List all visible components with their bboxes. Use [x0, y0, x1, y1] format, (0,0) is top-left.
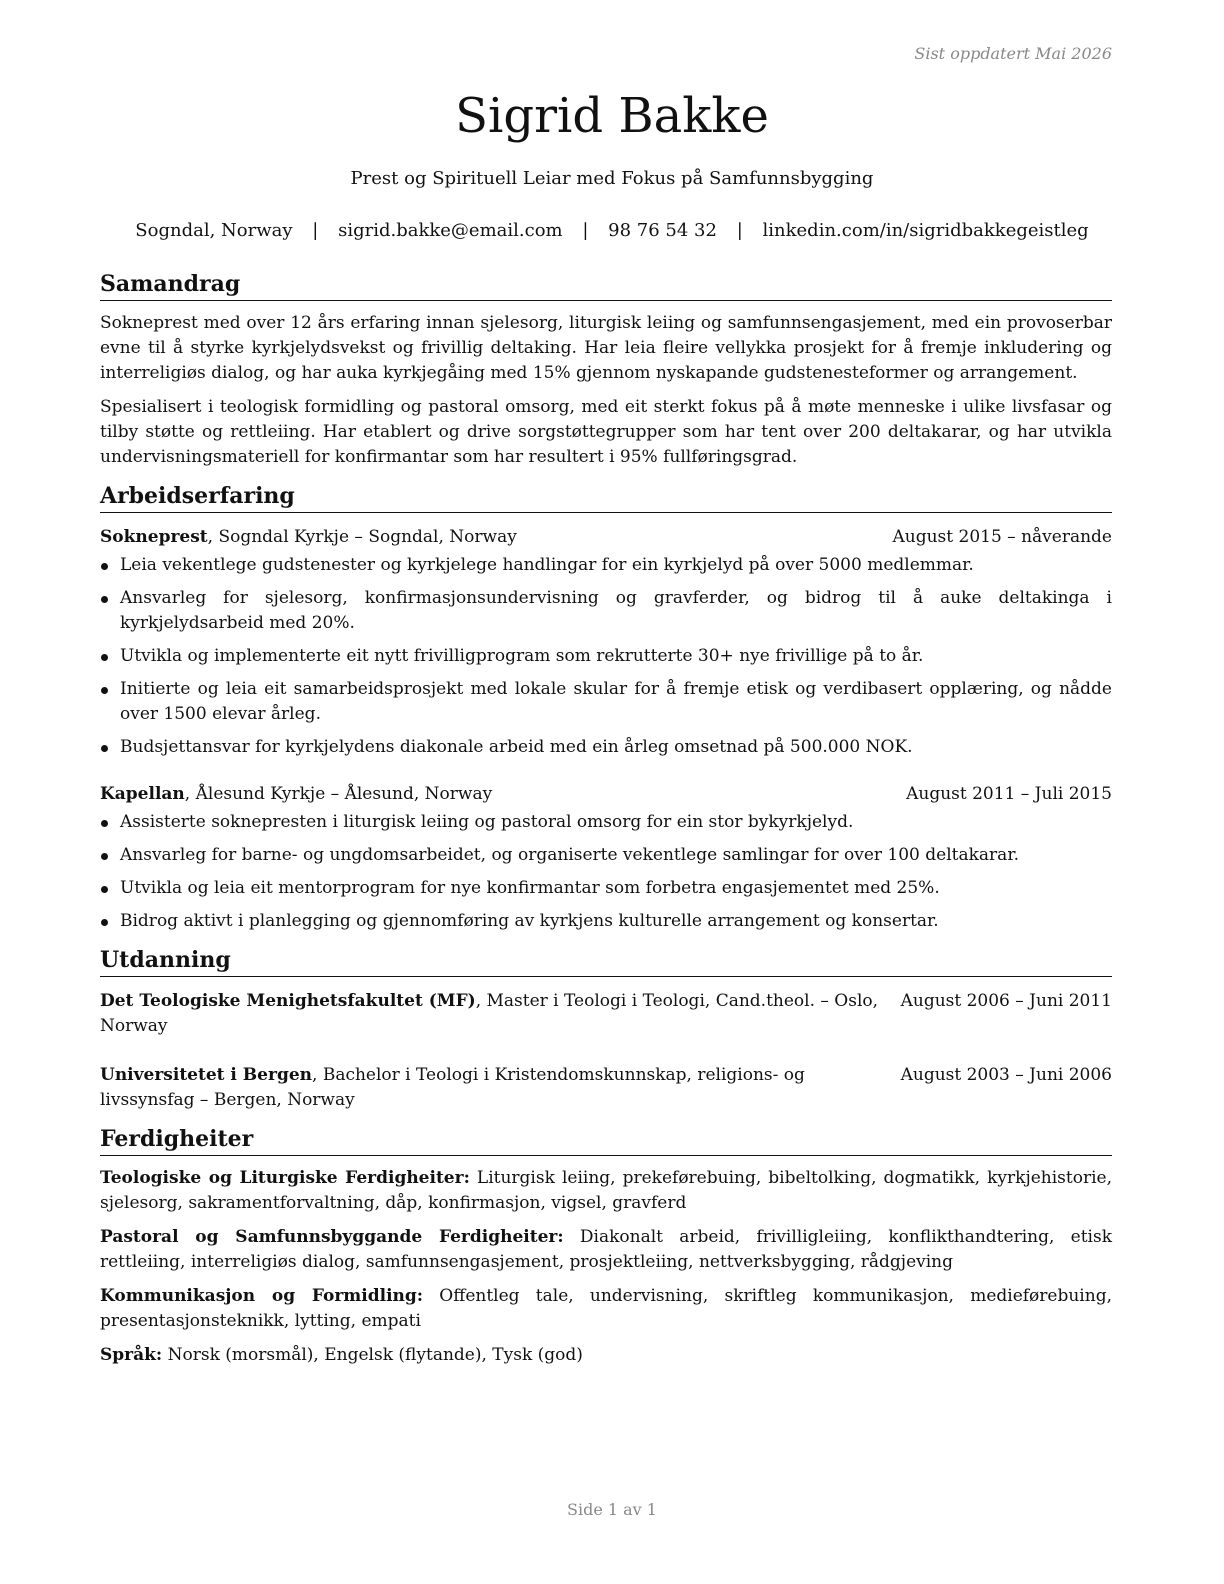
- resume-content: [100, 270, 1112, 1380]
- skill-label: Teologiske og Liturgiske Ferdigheiter:: [100, 1168, 470, 1188]
- skill-group: [100, 1284, 1112, 1334]
- list-item: [120, 876, 1112, 901]
- list-item: [120, 586, 1112, 636]
- job-entry: [100, 782, 1112, 934]
- bullet-icon: [101, 886, 108, 893]
- bullet-text: Leia vekentlege gudstenester og kyrkjelege handlingar for ein kyrkjelyd på over 5000 medlemmar.: [120, 555, 974, 575]
- skill-group: [100, 1166, 1112, 1216]
- summary-paragraph: Spesialisert i teologisk formidling og pastoral omsorg, med eit sterkt fokus på å møte menneske i ulike livsfasar og tilby støtte og rettleiing. Har etablert og drive sorgstøttegrupper som har tent over 200 deltakarar, og har utvikla undervisningsmateriell for konfirmantar som har resultert i 95% fullføringsgrad.: [100, 397, 1112, 467]
- job-role: Kapellan: [100, 784, 185, 804]
- list-item: [120, 644, 1112, 669]
- bullet-text: Ansvarleg for barne- og ungdomsarbeidet, og organiserte vekentlege samlingar for over 100 deltakarar.: [120, 845, 1019, 865]
- list-item: [120, 843, 1112, 868]
- tagline: Prest og Spirituell Leiar med Fokus på Samfunnsbygging: [350, 168, 874, 189]
- job-role: Sokneprest: [100, 527, 208, 547]
- list-item: [120, 909, 1112, 934]
- experience-section: [100, 482, 1112, 934]
- bullet-icon: [101, 853, 108, 860]
- skill-group: [100, 1225, 1112, 1275]
- education-detail: , Bachelor i Teologi i Kristendomskunnskap, religions- og livssynsfag – Bergen, Norway: [100, 1065, 805, 1110]
- summary-paragraph: Sokneprest med over 12 års erfaring innan sjelesorg, liturgisk leiing og samfunnsengasjement, med ein provoserbar evne til å styrke kyrkjelydsvekst og frivillig deltaking. Har leia fleire vellykka prosjekt for å fremje inkludering og interreligiøs dialog, og har auka kyrkjegåing med 15% gjennom nyskapande gudstenesteformer og arrangement.: [100, 313, 1112, 383]
- skill-text: Norsk (morsmål), Engelsk (flytande), Tysk (god): [162, 1345, 583, 1365]
- bullet-icon: [101, 745, 108, 752]
- job-place: , Ålesund Kyrkje – Ålesund, Norway: [184, 784, 493, 804]
- job-header: [100, 782, 1112, 807]
- page-number: Side 1 av 1: [567, 1500, 657, 1519]
- bullet-text: Assisterte soknepresten i liturgisk leiing og pastoral omsorg for ein stor bykyrkjelyd.: [120, 812, 854, 832]
- bullet-icon: [101, 919, 108, 926]
- list-item: [120, 553, 1112, 578]
- bullet-text: Initierte og leia eit samarbeidsprosjekt med lokale skular for å fremje etisk og verdibasert opplæring, og nådde over 1500 elevar årleg.: [120, 679, 1112, 724]
- bullet-icon: [101, 563, 108, 570]
- contact-separator: |: [582, 220, 589, 241]
- section-title-summary: Samandrag: [100, 270, 1112, 301]
- contact-location: Sogndal, Norway: [135, 220, 293, 241]
- education-section: [100, 946, 1112, 1113]
- job-dates: August 2015 – nåverande: [892, 527, 1112, 547]
- bullet-text: Utvikla og implementerte eit nytt frivilligprogram som rekrutterte 30+ nye frivillige på to år.: [120, 646, 924, 666]
- education-school: Universitetet i Bergen: [100, 1065, 313, 1085]
- last-updated: Sist oppdatert Mai 2026: [914, 44, 1112, 63]
- skill-text: Liturgisk leiing, prekeførebuing, bibeltolking, dogmatikk, kyrkjehistorie, sjelesorg, sakramentforvaltning, dåp, konfirmasjon, vigsel, gravferd: [100, 1168, 1112, 1213]
- education-entry: [100, 989, 1112, 1039]
- job-header: [100, 525, 1112, 550]
- job-bullets: [100, 810, 1112, 934]
- bullet-text: Budsjettansvar for kyrkjelydens diakonale arbeid med ein årleg omsetnad på 500.000 NOK.: [120, 737, 913, 757]
- education-detail: , Master i Teologi i Teologi, Cand.theol. – Oslo, Norway: [100, 991, 879, 1036]
- skill-label: Pastoral og Samfunnsbyggande Ferdigheiter:: [100, 1227, 564, 1247]
- education-school: Det Teologiske Menighetsfakultet (MF): [100, 991, 476, 1011]
- bullet-icon: [101, 654, 108, 661]
- skill-label: Kommunikasjon og Formidling:: [100, 1286, 424, 1306]
- section-title-education: Utdanning: [100, 946, 1112, 977]
- skill-text: Offentleg tale, undervisning, skriftleg kommunikasjon, medieførebuing, presentasjonsteknikk, lytting, empati: [100, 1286, 1112, 1331]
- list-item: [120, 677, 1112, 727]
- bullet-icon: [101, 820, 108, 827]
- section-title-experience: Arbeidserfaring: [100, 482, 1112, 513]
- bullet-text: Ansvarleg for sjelesorg, konfirmasjonsundervisning og gravferder, og bidrog til å auke deltakinga i kyrkjelydsarbeid med 20%.: [120, 588, 1112, 633]
- education-dates: August 2006 – Juni 2011: [900, 991, 1112, 1011]
- job-dates: August 2011 – Juli 2015: [906, 784, 1112, 804]
- bullet-text: Utvikla og leia eit mentorprogram for nye konfirmantar som forbetra engasjementet med 25%.: [120, 878, 940, 898]
- contact-separator: |: [312, 220, 319, 241]
- bullet-icon: [101, 687, 108, 694]
- list-item: [120, 810, 1112, 835]
- contact-line: [0, 220, 1224, 241]
- skill-group: [100, 1343, 1112, 1368]
- job-entry: [100, 525, 1112, 760]
- bullet-icon: [101, 596, 108, 603]
- education-dates: August 2003 – Juni 2006: [900, 1065, 1112, 1085]
- education-entry: [100, 1063, 1112, 1113]
- contact-linkedin[interactable]: linkedin.com/in/sigridbakkegeistleg: [762, 220, 1089, 241]
- job-title-line: [100, 525, 875, 550]
- contact-email[interactable]: sigrid.bakke@email.com: [338, 220, 563, 241]
- contact-separator: |: [736, 220, 743, 241]
- skills-section: [100, 1125, 1112, 1368]
- job-bullets: [100, 553, 1112, 760]
- bullet-text: Bidrog aktivt i planlegging og gjennomføring av kyrkjens kulturelle arrangement og konsertar.: [120, 911, 939, 931]
- skill-label: Språk:: [100, 1345, 163, 1365]
- job-title-line: [100, 782, 888, 807]
- summary-section: [100, 270, 1112, 470]
- section-title-skills: Ferdigheiter: [100, 1125, 1112, 1156]
- skill-text: Diakonalt arbeid, frivilligleiing, konflikthandtering, etisk rettleiing, interreligiøs dialog, samfunnsengasjement, prosjektleiing, nettverksbygging, rådgjeving: [100, 1227, 1112, 1272]
- education-line: [100, 989, 883, 1039]
- contact-phone: 98 76 54 32: [608, 220, 717, 241]
- job-place: , Sogndal Kyrkje – Sogndal, Norway: [207, 527, 517, 547]
- list-item: [120, 735, 1112, 760]
- person-name: Sigrid Bakke: [455, 88, 769, 144]
- education-line: [100, 1063, 883, 1113]
